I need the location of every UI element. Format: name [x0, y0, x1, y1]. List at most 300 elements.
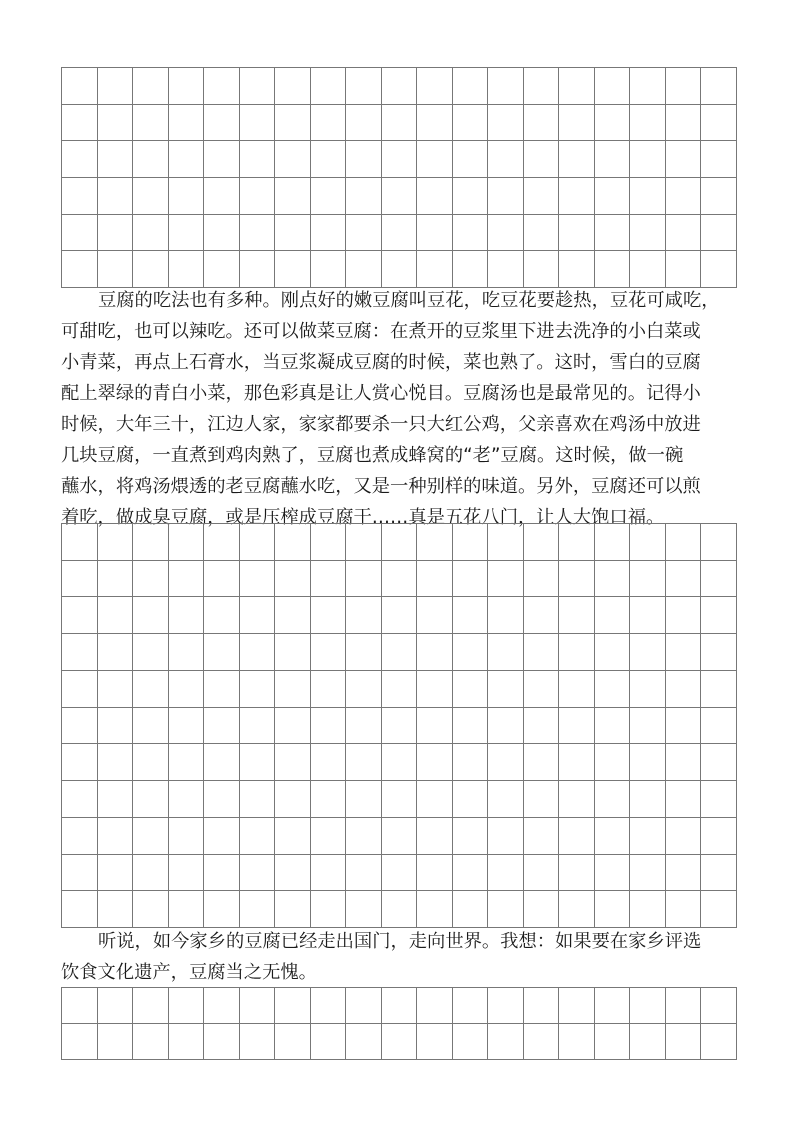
grid-cell — [595, 251, 631, 288]
grid-cell — [275, 597, 311, 634]
paragraph-tofu-ways — [61, 285, 741, 533]
grid-cell — [240, 818, 276, 855]
grid-cell — [595, 855, 631, 892]
grid-cell — [240, 141, 276, 178]
grid-cell — [382, 68, 418, 105]
grid-cell — [453, 818, 489, 855]
grid-cell — [417, 251, 453, 288]
grid-cell — [417, 141, 453, 178]
grid-cell — [666, 524, 702, 561]
grid-cell — [524, 68, 560, 105]
grid-cell — [630, 671, 666, 708]
grid-cell — [204, 634, 240, 671]
grid-cell — [275, 634, 311, 671]
grid-cell — [453, 251, 489, 288]
grid-cell — [346, 671, 382, 708]
grid-cell — [524, 708, 560, 745]
grid-cell — [98, 141, 134, 178]
grid-cell — [169, 597, 205, 634]
grid-cell — [382, 708, 418, 745]
grid-cell — [98, 105, 134, 142]
grid-cell — [275, 524, 311, 561]
grid-cell — [595, 68, 631, 105]
grid-cell — [169, 818, 205, 855]
grid-cell — [204, 141, 240, 178]
grid-cell — [275, 561, 311, 598]
grid-cell — [204, 891, 240, 928]
grid-cell — [204, 988, 240, 1024]
grid-cell — [630, 251, 666, 288]
grid-cell — [666, 708, 702, 745]
grid-cell — [98, 597, 134, 634]
grid-cell — [524, 215, 560, 252]
grid-cell — [701, 781, 737, 818]
grid-cell — [382, 671, 418, 708]
grid-cell — [311, 744, 347, 781]
grid-cell — [488, 818, 524, 855]
grid-cell — [346, 178, 382, 215]
grid-cell — [346, 105, 382, 142]
grid-cell — [453, 708, 489, 745]
grid-cell — [311, 818, 347, 855]
grid-cell — [98, 251, 134, 288]
grid-cell — [595, 141, 631, 178]
grid-cell — [133, 1024, 169, 1060]
grid-cell — [559, 744, 595, 781]
grid-cell — [98, 744, 134, 781]
grid-cell — [453, 561, 489, 598]
grid-cell — [240, 251, 276, 288]
grid-cell — [169, 891, 205, 928]
grid-cell — [488, 855, 524, 892]
grid-cell — [559, 671, 595, 708]
grid-cell — [311, 251, 347, 288]
grid-cell — [169, 1024, 205, 1060]
grid-cell — [701, 561, 737, 598]
grid-cell — [275, 855, 311, 892]
paragraph-line: 小青菜，再点上石膏水，当豆浆凝成豆腐的时候，菜也熟了。这时，雪白的豆腐 — [61, 352, 701, 373]
paragraph-line: 豆腐的吃法也有多种。刚点好的嫩豆腐叫豆花，吃豆花要趁热，豆花可咸吃， — [98, 290, 720, 311]
grid-cell — [169, 251, 205, 288]
grid-cell — [133, 891, 169, 928]
grid-cell — [382, 818, 418, 855]
grid-cell — [417, 891, 453, 928]
grid-cell — [701, 597, 737, 634]
grid-cell — [311, 141, 347, 178]
grid-cell — [275, 988, 311, 1024]
grid-cell — [666, 597, 702, 634]
grid-cell — [701, 68, 737, 105]
paragraph-line: 配上翠绿的青白小菜，那色彩真是让人赏心悦目。豆腐汤也是最常见的。记得小 — [61, 383, 701, 404]
grid-cell — [559, 891, 595, 928]
grid-cell — [346, 251, 382, 288]
grid-cell — [559, 251, 595, 288]
grid-cell — [524, 141, 560, 178]
grid-cell — [382, 891, 418, 928]
grid-cell — [524, 561, 560, 598]
grid-cell — [62, 891, 98, 928]
grid-cell — [382, 178, 418, 215]
grid-cell — [240, 1024, 276, 1060]
grid-cell — [204, 671, 240, 708]
grid-cell — [275, 141, 311, 178]
grid-cell — [666, 671, 702, 708]
grid-cell — [133, 671, 169, 708]
grid-cell — [275, 781, 311, 818]
paragraph-line: 蘸水，将鸡汤煨透的老豆腐蘸水吃，又是一种别样的味道。另外，豆腐还可以煎 — [61, 476, 701, 497]
grid-cell — [666, 561, 702, 598]
grid-cell — [630, 634, 666, 671]
grid-cell — [453, 781, 489, 818]
grid-cell — [488, 68, 524, 105]
grid-cell — [488, 141, 524, 178]
grid-cell — [595, 708, 631, 745]
grid-cell — [240, 105, 276, 142]
grid-cell — [524, 818, 560, 855]
grid-cell — [98, 708, 134, 745]
grid-cell — [169, 708, 205, 745]
grid-cell — [133, 818, 169, 855]
grid-cell — [524, 634, 560, 671]
grid-cell — [311, 781, 347, 818]
grid-cell — [346, 597, 382, 634]
grid-cell — [595, 988, 631, 1024]
grid-cell — [98, 68, 134, 105]
grid-cell — [169, 671, 205, 708]
grid-cell — [240, 855, 276, 892]
grid-cell — [630, 988, 666, 1024]
grid-cell — [488, 988, 524, 1024]
grid-cell — [346, 781, 382, 818]
grid-cell — [169, 855, 205, 892]
grid-cell — [559, 818, 595, 855]
grid-cell — [417, 988, 453, 1024]
grid-cell — [62, 818, 98, 855]
grid-cell — [417, 215, 453, 252]
grid-cell — [240, 988, 276, 1024]
grid-cell — [595, 891, 631, 928]
grid-cell — [311, 634, 347, 671]
grid-cell — [133, 855, 169, 892]
grid-cell — [62, 524, 98, 561]
grid-cell — [382, 141, 418, 178]
grid-cell — [382, 1024, 418, 1060]
grid-cell — [701, 744, 737, 781]
grid-cell — [630, 561, 666, 598]
paragraph-line: 饮食文化遗产，豆腐当之无愧。 — [61, 962, 317, 983]
grid-cell — [275, 215, 311, 252]
grid-cell — [524, 524, 560, 561]
grid-cell — [240, 68, 276, 105]
grid-cell — [311, 855, 347, 892]
grid-cell — [701, 1024, 737, 1060]
grid-cell — [382, 597, 418, 634]
grid-cell — [382, 215, 418, 252]
grid-cell — [417, 561, 453, 598]
grid-cell — [311, 524, 347, 561]
grid-cell — [240, 561, 276, 598]
grid-cell — [169, 561, 205, 598]
grid-cell — [382, 855, 418, 892]
grid-cell — [346, 215, 382, 252]
grid-cell — [701, 141, 737, 178]
grid-cell — [559, 597, 595, 634]
grid-cell — [346, 988, 382, 1024]
grid-cell — [275, 68, 311, 105]
grid-cell — [62, 105, 98, 142]
grid-cell — [311, 215, 347, 252]
grid-cell — [524, 597, 560, 634]
grid-cell — [133, 251, 169, 288]
grid-cell — [559, 105, 595, 142]
grid-cell — [311, 561, 347, 598]
grid-cell — [453, 634, 489, 671]
grid-cell — [62, 744, 98, 781]
grid-cell — [98, 524, 134, 561]
grid-cell — [311, 891, 347, 928]
grid-cell — [559, 524, 595, 561]
grid-cell — [453, 891, 489, 928]
grid-cell — [62, 634, 98, 671]
grid-cell — [62, 597, 98, 634]
grid-cell — [630, 1024, 666, 1060]
grid-cell — [701, 708, 737, 745]
grid-cell — [417, 597, 453, 634]
grid-cell — [382, 105, 418, 142]
grid-cell — [666, 178, 702, 215]
grid-cell — [98, 891, 134, 928]
grid-cell — [630, 708, 666, 745]
grid-cell — [595, 561, 631, 598]
grid-cell — [417, 1024, 453, 1060]
grid-cell — [62, 68, 98, 105]
grid-cell — [595, 818, 631, 855]
grid-cell — [62, 561, 98, 598]
grid-cell — [666, 1024, 702, 1060]
grid-cell — [62, 671, 98, 708]
grid-cell — [275, 178, 311, 215]
paragraph-line: 时候，大年三十，江边人家，家家都要杀一只大红公鸡，父亲喜欢在鸡汤中放进 — [61, 414, 701, 435]
grid-cell — [630, 744, 666, 781]
grid-cell — [62, 988, 98, 1024]
grid-cell — [204, 561, 240, 598]
grid-cell — [382, 561, 418, 598]
grid-cell — [417, 708, 453, 745]
grid-cell — [595, 597, 631, 634]
grid-cell — [559, 178, 595, 215]
grid-cell — [701, 818, 737, 855]
grid-cell — [204, 215, 240, 252]
grid-cell — [666, 855, 702, 892]
grid-cell — [62, 855, 98, 892]
grid-cell — [240, 708, 276, 745]
grid-cell — [630, 597, 666, 634]
grid-cell — [169, 524, 205, 561]
grid-cell — [417, 105, 453, 142]
grid-cell — [630, 215, 666, 252]
grid-cell — [169, 178, 205, 215]
grid-cell — [204, 744, 240, 781]
grid-cell — [133, 215, 169, 252]
grid-cell — [169, 215, 205, 252]
grid-cell — [169, 105, 205, 142]
grid-cell — [382, 781, 418, 818]
grid-cell — [666, 141, 702, 178]
grid-cell — [453, 597, 489, 634]
grid-cell — [311, 988, 347, 1024]
grid-cell — [240, 178, 276, 215]
grid-cell — [630, 68, 666, 105]
grid-cell — [417, 744, 453, 781]
grid-cell — [346, 818, 382, 855]
grid-cell — [204, 708, 240, 745]
grid-cell — [559, 708, 595, 745]
grid-cell — [275, 671, 311, 708]
grid-cell — [453, 1024, 489, 1060]
grid-cell — [488, 178, 524, 215]
grid-cell — [240, 597, 276, 634]
grid-cell — [488, 671, 524, 708]
grid-cell — [524, 855, 560, 892]
grid-cell — [98, 781, 134, 818]
grid-cell — [488, 215, 524, 252]
grid-cell — [98, 178, 134, 215]
grid-cell — [133, 141, 169, 178]
grid-cell — [595, 744, 631, 781]
grid-cell — [630, 105, 666, 142]
grid-cell — [382, 251, 418, 288]
grid-cell — [240, 781, 276, 818]
grid-cell — [311, 68, 347, 105]
grid-cell — [133, 781, 169, 818]
grid-cell — [62, 178, 98, 215]
grid-cell — [204, 105, 240, 142]
grid-cell — [595, 634, 631, 671]
grid-cell — [524, 251, 560, 288]
grid-cell — [133, 105, 169, 142]
grid-cell — [98, 634, 134, 671]
grid-cell — [169, 634, 205, 671]
grid-cell — [595, 1024, 631, 1060]
grid-cell — [417, 781, 453, 818]
grid-cell — [204, 597, 240, 634]
grid-cell — [98, 1024, 134, 1060]
grid-cell — [382, 524, 418, 561]
grid-cell — [630, 178, 666, 215]
grid-cell — [630, 524, 666, 561]
grid-cell — [524, 744, 560, 781]
grid-cell — [595, 781, 631, 818]
grid-cell — [666, 105, 702, 142]
grid-cell — [595, 524, 631, 561]
grid-cell — [701, 891, 737, 928]
grid-cell — [346, 855, 382, 892]
grid-cell — [133, 744, 169, 781]
grid-cell — [133, 561, 169, 598]
grid-cell — [417, 524, 453, 561]
grid-cell — [417, 634, 453, 671]
grid-cell — [453, 524, 489, 561]
grid-cell — [98, 818, 134, 855]
grid-cell — [275, 891, 311, 928]
grid-cell — [346, 68, 382, 105]
grid-cell — [524, 988, 560, 1024]
grid-cell — [595, 178, 631, 215]
grid-cell — [98, 988, 134, 1024]
grid-cell — [559, 141, 595, 178]
grid-cell — [630, 781, 666, 818]
grid-cell — [701, 634, 737, 671]
grid-cell — [204, 818, 240, 855]
grid-cell — [559, 215, 595, 252]
grid-cell — [488, 708, 524, 745]
grid-cell — [62, 251, 98, 288]
grid-cell — [453, 178, 489, 215]
grid-cell — [453, 105, 489, 142]
grid-cell — [559, 634, 595, 671]
grid-cell — [240, 634, 276, 671]
grid-cell — [417, 671, 453, 708]
grid-cell — [666, 215, 702, 252]
paragraph-line: 几块豆腐，一直煮到鸡肉熟了，豆腐也煮成蜂窝的“老”豆腐。这时候，做一碗 — [61, 445, 684, 466]
grid-cell — [701, 105, 737, 142]
grid-cell — [524, 781, 560, 818]
grid-cell — [524, 105, 560, 142]
grid-cell — [524, 178, 560, 215]
grid-cell — [595, 215, 631, 252]
grid-cell — [311, 671, 347, 708]
grid-cell — [488, 781, 524, 818]
grid-cell — [666, 744, 702, 781]
grid-cell — [275, 818, 311, 855]
grid-cell — [701, 524, 737, 561]
grid-cell — [346, 1024, 382, 1060]
writing-grid-middle — [61, 523, 737, 928]
grid-cell — [524, 891, 560, 928]
paragraph-line: 可甜吃，也可以辣吃。还可以做菜豆腐：在煮开的豆浆里下进去洗净的小白菜或 — [61, 321, 701, 342]
grid-cell — [311, 105, 347, 142]
grid-cell — [133, 597, 169, 634]
grid-cell — [701, 988, 737, 1024]
grid-cell — [240, 744, 276, 781]
grid-cell — [630, 891, 666, 928]
grid-cell — [311, 597, 347, 634]
grid-cell — [701, 671, 737, 708]
grid-cell — [417, 178, 453, 215]
grid-cell — [666, 634, 702, 671]
grid-cell — [204, 178, 240, 215]
grid-cell — [524, 671, 560, 708]
grid-cell — [666, 818, 702, 855]
grid-cell — [701, 215, 737, 252]
grid-cell — [62, 781, 98, 818]
grid-cell — [98, 561, 134, 598]
grid-cell — [240, 671, 276, 708]
grid-cell — [204, 251, 240, 288]
grid-cell — [346, 708, 382, 745]
grid-cell — [453, 744, 489, 781]
grid-cell — [666, 891, 702, 928]
grid-cell — [488, 744, 524, 781]
grid-cell — [346, 524, 382, 561]
grid-cell — [275, 251, 311, 288]
grid-cell — [595, 105, 631, 142]
grid-cell — [488, 251, 524, 288]
grid-cell — [666, 988, 702, 1024]
grid-cell — [559, 988, 595, 1024]
grid-cell — [275, 1024, 311, 1060]
grid-cell — [630, 141, 666, 178]
